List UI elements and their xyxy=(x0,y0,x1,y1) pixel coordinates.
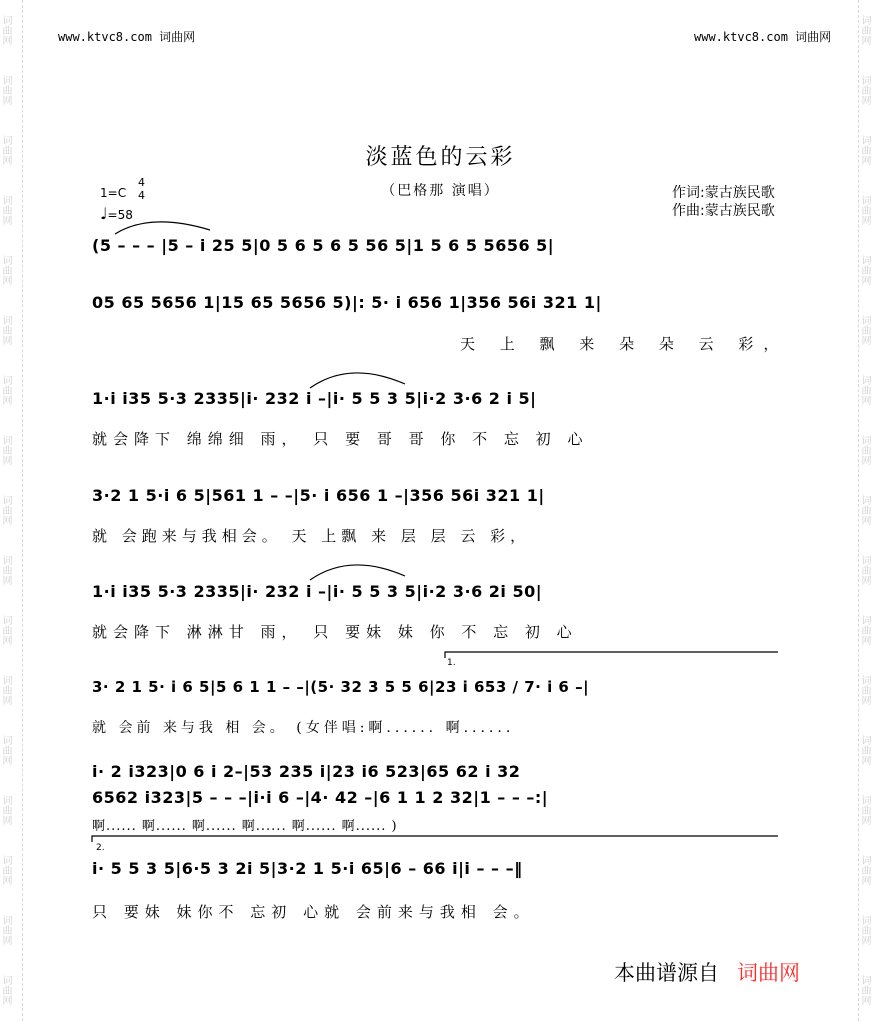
slur-2 xyxy=(310,373,405,388)
lyrics-row-6: 就 会前 来与我 相 会。 (女伴唱:啊...... 啊...... xyxy=(92,720,515,736)
side-watermark: 词曲网 xyxy=(0,315,11,345)
notes-row-1: (5 – – – |5 – i 25 5|0 5 6 5 6 5 56 5|1 5 6 5 5656 5| xyxy=(92,236,555,255)
lyrics-row-5: 就会降下 淋淋甘 雨， 只 要妹 妹 你 不 忘 初 心 xyxy=(92,623,578,641)
lyrics-row-2: 天 上 飘 来 朵 朵 云 彩， xyxy=(460,335,789,353)
side-watermark: 词曲网 xyxy=(0,615,11,645)
side-watermark: 词曲网 xyxy=(0,495,11,525)
side-watermark: 词曲网 xyxy=(859,675,870,705)
side-watermark: 词曲网 xyxy=(859,195,870,225)
footer-brand-link[interactable]: 词曲网 xyxy=(737,961,800,985)
side-watermark: 词曲网 xyxy=(859,555,870,585)
lyricist-credit: 作词:蒙古族民歌 xyxy=(672,185,775,201)
song-title: 淡蓝色的云彩 xyxy=(365,145,516,170)
volta-1-label: 1. xyxy=(447,658,456,668)
side-watermark: 词曲网 xyxy=(859,75,870,105)
side-watermark: 词曲网 xyxy=(0,135,11,165)
volta-2-bracket xyxy=(92,836,778,842)
key-signature: 1=C xyxy=(100,186,127,200)
notes-row-7-upper: i· 2 i323|0 6 i 2–|53 235 i|23 i6 523|65 62 i 32 xyxy=(92,762,521,781)
side-watermark: 词曲网 xyxy=(0,735,11,765)
notes-row-6: 3· 2 1 5· i 6 5|5 6 1 1 – –|(5· 32 3 5 5 6|23 i 653 / 7· i 6 –| xyxy=(92,678,590,696)
side-watermark: 词曲网 xyxy=(0,255,11,285)
volta-1-bracket xyxy=(445,652,778,658)
footer-credit xyxy=(614,957,800,987)
composer-credit: 作曲:蒙古族民歌 xyxy=(672,203,775,219)
side-watermark: 词曲网 xyxy=(859,15,870,45)
notes-row-7-lower: 6562 i323|5 – – –|i·i 6 –|4· 42 –|6 1 1 2 32|1 – – –:| xyxy=(92,788,549,807)
slur-3 xyxy=(310,565,405,580)
lyrics-row-7: 啊...... 啊...... 啊...... 啊...... 啊...... 啊...... ) xyxy=(92,819,398,834)
side-watermark: 词曲网 xyxy=(0,375,11,405)
song-subtitle: （巴格那 演唱） xyxy=(381,183,500,199)
side-watermark: 词曲网 xyxy=(859,135,870,165)
footer-source-text: 本曲谱源自 xyxy=(614,961,719,985)
lyrics-row-3: 就会降下 绵绵细 雨， 只 要 哥 哥 你 不 忘 初 心 xyxy=(92,430,589,448)
notes-row-5: 1·i i35 5·3 2335|i· 232 i –|i· 5 5 3 5|i·2 3·6 2i 50| xyxy=(92,582,543,601)
notes-row-3: 1·i i35 5·3 2335|i· 232 i –|i· 5 5 3 5|i·2 3·6 2 i 5| xyxy=(92,389,537,408)
side-watermark: 词曲网 xyxy=(859,915,870,945)
side-watermark: 词曲网 xyxy=(859,495,870,525)
side-watermark: 词曲网 xyxy=(0,675,11,705)
lyrics-row-8: 只 要妹 妹你不 忘初 心就 会前来与我相 会。 xyxy=(92,903,535,921)
slur-1 xyxy=(115,222,210,234)
side-watermark: 词曲网 xyxy=(859,435,870,465)
lyrics-row-4: 就 会跑来与我相会。 天 上飘 来 层 层 云 彩， xyxy=(92,527,531,545)
volta-2-label: 2. xyxy=(96,843,105,853)
side-watermark: 词曲网 xyxy=(0,435,11,465)
side-watermark: 词曲网 xyxy=(859,615,870,645)
side-watermark: 词曲网 xyxy=(859,975,870,1005)
side-watermark: 词曲网 xyxy=(859,255,870,285)
side-watermark: 词曲网 xyxy=(0,555,11,585)
tempo-value: =58 xyxy=(107,208,133,222)
quarter-note-icon: ♩ xyxy=(100,204,108,223)
header-url-right[interactable]: www.ktvc8.com 词曲网 xyxy=(694,30,832,44)
side-watermark: 词曲网 xyxy=(0,975,11,1005)
side-watermark: 词曲网 xyxy=(0,75,11,105)
notes-row-2: 05 65 5656 1|15 65 5656 5)|: 5· i 656 1|356 56i 321 1| xyxy=(92,293,602,312)
side-watermark: 词曲网 xyxy=(0,915,11,945)
notes-row-4: 3·2 1 5·i 6 5|561 1 – –|5· i 656 1 –|356 56i 321 1| xyxy=(92,486,545,505)
side-watermark: 词曲网 xyxy=(859,795,870,825)
side-watermark: 词曲网 xyxy=(859,735,870,765)
side-watermark: 词曲网 xyxy=(0,855,11,885)
meter-bottom: 4 xyxy=(138,189,145,202)
meter-top: 4 xyxy=(138,176,145,189)
notes-row-8: i· 5 5 3 5|6·5 3 2i 5|3·2 1 5·i 65|6 – 66 i|i – – –‖ xyxy=(92,859,523,878)
side-watermark: 词曲网 xyxy=(0,15,11,45)
side-watermark: 词曲网 xyxy=(859,315,870,345)
side-watermark: 词曲网 xyxy=(0,795,11,825)
side-watermark: 词曲网 xyxy=(0,195,11,225)
side-watermark: 词曲网 xyxy=(859,855,870,885)
header-url-left[interactable]: www.ktvc8.com 词曲网 xyxy=(58,30,196,44)
side-watermark: 词曲网 xyxy=(859,375,870,405)
